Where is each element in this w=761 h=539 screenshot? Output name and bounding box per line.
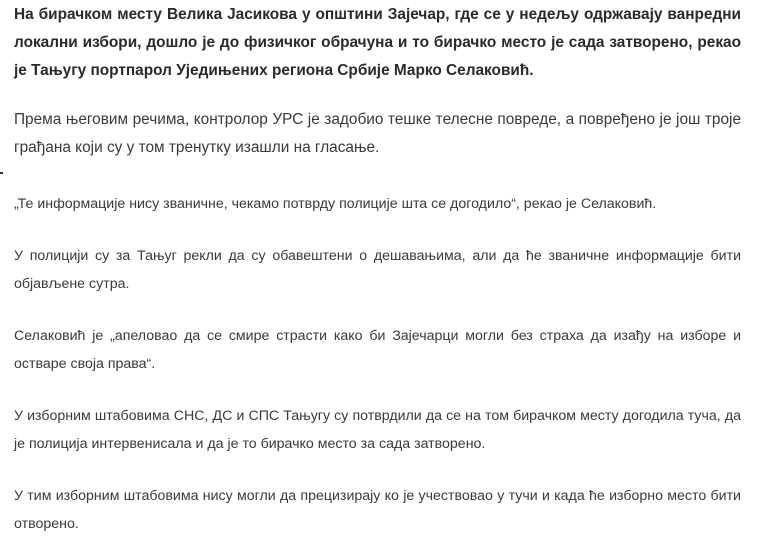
paragraph-appeal: Селаковић је „апеловао да се смире страсти како би Зајечарци могли без страха да изађу на изборе и остваре своја права“.: [14, 327, 741, 372]
paragraph-police: У полицији су за Тањуг рекли да су обавештени о дешавањима, али да ће званичне информације бити објављене сутра.: [14, 247, 741, 292]
edge-marker: [0, 172, 3, 174]
paragraph-injuries: Према његовим речима, контролор УРС је задобио тешке телесне повреде, а повређено је још троје грађана који су у том тренутку изашли на гласање.: [14, 111, 741, 156]
article-body: [14, 0, 741, 539]
lead-paragraph: На бирачком месту Велика Јасикова у општини Зајечар, где се у недељу одржавају ванредни локални избори, дошло је до физичког обрачуна и то бирачко место је сада затворено, рекао је Тањугу портпарол Уједињених региона Србије Марко Селаковић.: [14, 6, 741, 79]
paragraph-quote: „Те информације нису званичне, чекамо потврду полиције шта се догодило“, рекао је Селаковић.: [14, 196, 657, 212]
paragraph-headquarters: У изборним штабовима СНС, ДС и СПС Тањугу су потврдили да се на том бирачком месту догодила туча, да је полиција интервенисала и да је то бирачко место за сада затворено.: [14, 407, 741, 452]
paragraph-unknown: У тим изборним штабовима нису могли да прецизирају ко је учествовао у тучи и када ће изборно место бити отворено.: [14, 487, 741, 532]
